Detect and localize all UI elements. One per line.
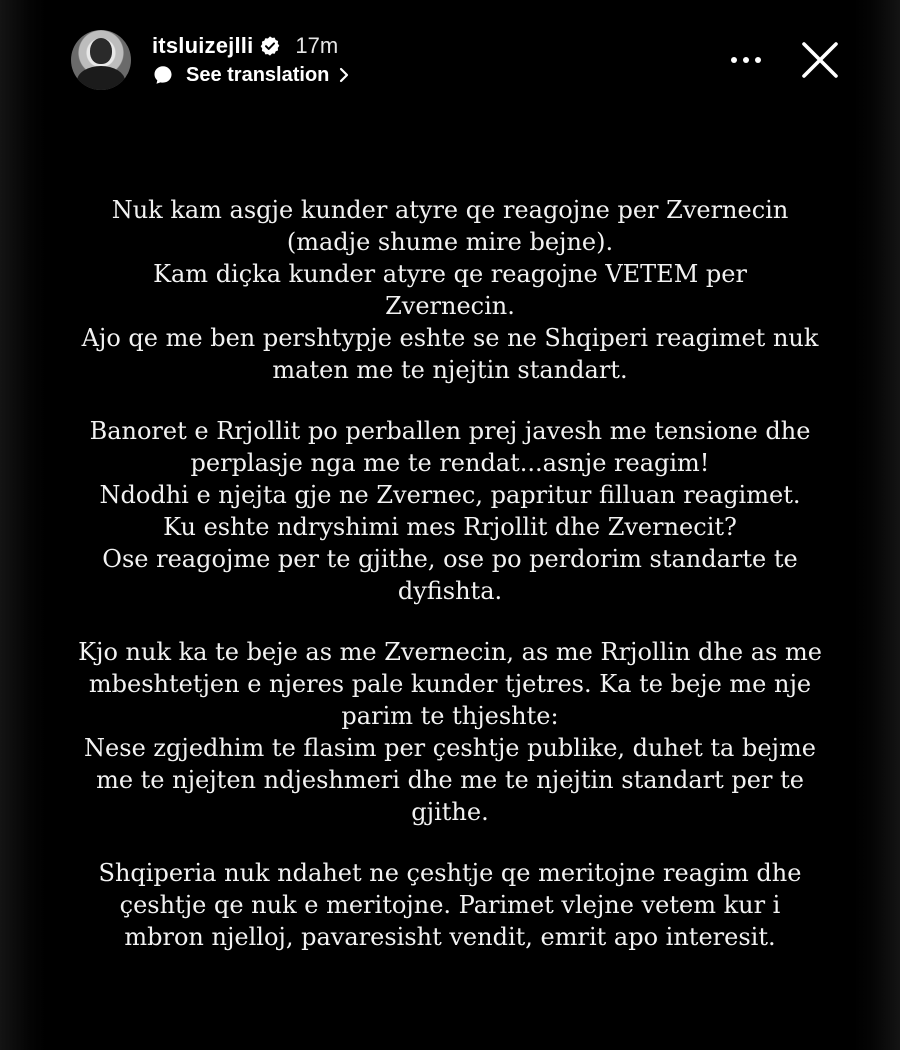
- verified-badge-icon: [259, 35, 281, 57]
- story-line: me te njejten ndjeshmeri dhe me te njejtin standart per te: [96, 766, 804, 794]
- story-line: Ku eshte ndryshimi mes Rrjollit dhe Zvernecit?: [163, 513, 737, 541]
- story-paragraph: [70, 415, 830, 607]
- story-line: mbron njelloj, pavaresisht vendit, emrit apo interesit.: [124, 923, 776, 951]
- story-line: çeshtje qe nuk e meritojne. Parimet vlejne vetem kur i: [119, 891, 781, 919]
- story-line: Shqiperia nuk ndahet ne çeshtje qe meritojne reagim dhe: [98, 859, 802, 887]
- avatar-head-shape: [90, 38, 112, 64]
- username[interactable]: itsluizejlli: [152, 33, 254, 58]
- story-paragraph: [70, 636, 830, 828]
- see-translation-label[interactable]: See translation: [186, 63, 330, 86]
- story-line: Zvernecin.: [385, 292, 515, 320]
- username-row: [152, 31, 338, 61]
- story-line: parim te thjeshte:: [341, 702, 559, 730]
- avatar[interactable]: [71, 30, 131, 90]
- avatar-shoulders-shape: [77, 66, 125, 90]
- story-text: [70, 194, 830, 982]
- story-paragraph: [70, 857, 830, 953]
- story-line: Kjo nuk ka te beje as me Zvernecin, as me Rrjollin dhe as me: [78, 638, 822, 666]
- story-line: Nuk kam asgje kunder atyre qe reagojne per Zvernecin: [111, 196, 789, 224]
- story-edge-left: [0, 0, 46, 1050]
- story-line: Banoret e Rrjollit po perballen prej javesh me tensione dhe: [89, 417, 811, 445]
- story-line: gjithe.: [411, 798, 489, 826]
- story-line: Ajo qe me ben pershtypje eshte se ne Shqiperi reagimet nuk: [81, 324, 819, 352]
- chevron-right-icon: [337, 66, 351, 84]
- story-line: Ose reagojme per te gjithe, ose po perdorim standarte te: [102, 545, 798, 573]
- story-line: dyfishta.: [397, 577, 503, 605]
- story-line: Nese zgjedhim te flasim per çeshtje publike, duhet ta bejme: [84, 734, 816, 762]
- story-paragraph: [70, 194, 830, 386]
- post-timestamp: 17m: [295, 33, 339, 58]
- close-icon[interactable]: [800, 40, 840, 80]
- story-line: (madje shume mire bejne).: [286, 228, 614, 256]
- story-line: maten me te njejtin standart.: [272, 356, 628, 384]
- translate-bubble-icon: [152, 64, 174, 86]
- story-line: Kam diçka kunder atyre qe reagojne VETEM per: [153, 260, 747, 288]
- story-header: [0, 0, 900, 110]
- see-translation-button[interactable]: [152, 61, 351, 89]
- story-line: Ndodhi e njejta gje ne Zvernec, papritur filluan reagimet.: [99, 481, 801, 509]
- more-options-icon[interactable]: [728, 50, 764, 70]
- story-line: perplasje nga me te rendat...asnje reagim!: [190, 449, 710, 477]
- story-line: mbeshtetjen e njeres pale kunder tjetres. Ka te beje me nje: [88, 670, 812, 698]
- story-edge-right: [854, 0, 900, 1050]
